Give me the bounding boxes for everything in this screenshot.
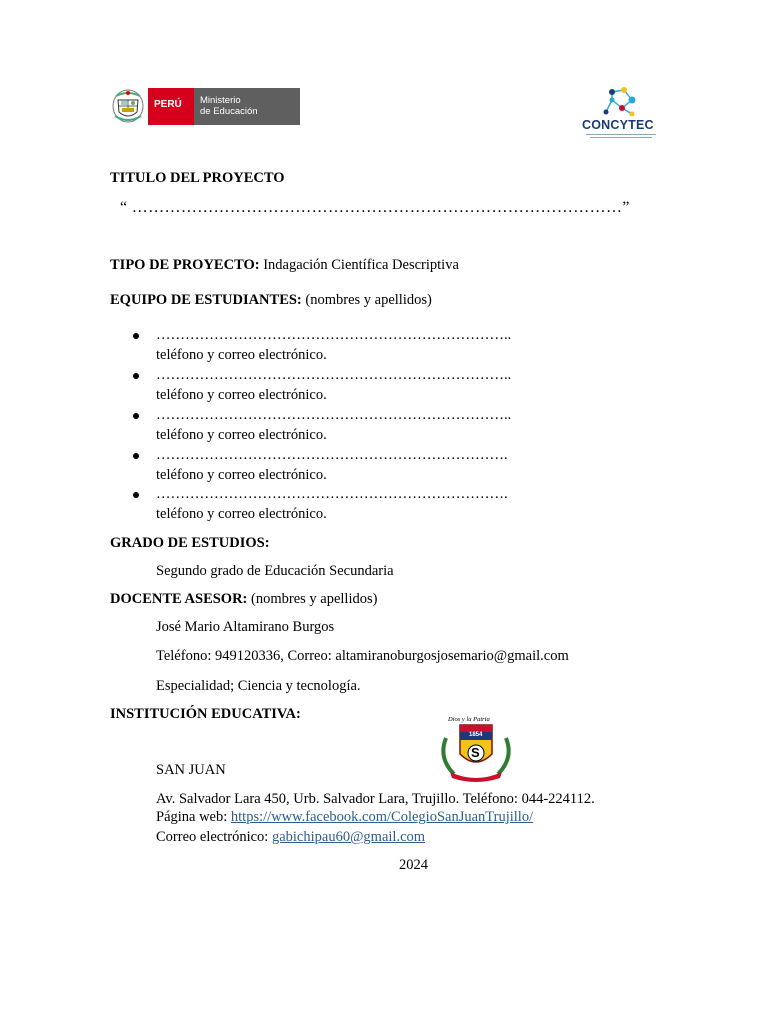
facebook-link[interactable]: https://www.facebook.com/ColegioSanJuanTrujillo/ [230, 809, 534, 825]
peru-label: PERÚ [154, 99, 182, 110]
document-year: 2024 [399, 857, 428, 873]
concytec-subtitle-line [590, 137, 652, 138]
team-note: (nombres y apellidos) [301, 292, 432, 308]
crest-motto: Dios y la Patria [448, 716, 490, 723]
ministry-gray-block [194, 88, 300, 125]
advisor-note: (nombres y apellidos) [247, 591, 378, 607]
school-crest [436, 716, 516, 782]
team-heading-line [110, 292, 432, 309]
minedu-logo [110, 88, 300, 125]
member-name: ………………………………………………………………. [156, 486, 508, 502]
member-contact: teléfono y correo electrónico. [156, 347, 327, 363]
advisor-specialty: Especialidad; Ciencia y tecnología. [156, 678, 361, 694]
bullet-icon [133, 373, 139, 379]
member-contact: teléfono y correo electrónico. [156, 427, 327, 443]
concytec-label: CONCYTEC [582, 118, 654, 132]
project-type-value: Indagación Científica Descriptiva [259, 257, 459, 273]
member-name: ……………………………………………………………….. [156, 407, 512, 423]
bullet-icon [133, 492, 139, 498]
member-name: ……………………………………………………………….. [156, 367, 512, 383]
bullet-icon [133, 413, 139, 419]
institution-label: INSTITUCIÓN EDUCATIVA: [110, 706, 301, 722]
email-link[interactable]: gabichipau60@gmail.com [271, 829, 426, 845]
project-type-label: TIPO DE PROYECTO: [110, 257, 260, 273]
crest-year: 1854 [469, 732, 483, 738]
concytec-subtitle-line [586, 134, 656, 135]
member-contact: teléfono y correo electrónico. [156, 506, 327, 522]
member-name: ……………………………………………………………….. [156, 327, 512, 343]
bullet-icon [133, 333, 139, 339]
peru-coat-of-arms [110, 88, 146, 125]
peru-red-block [148, 88, 194, 125]
web-label: Página web: [156, 809, 231, 825]
crest-letter: S [471, 745, 480, 760]
project-type-line [110, 257, 459, 274]
bullet-icon [133, 453, 139, 459]
member-contact: teléfono y correo electrónico. [156, 387, 327, 403]
title-heading: TITULO DEL PROYECTO [110, 170, 285, 186]
institution-email-line [156, 829, 425, 846]
institution-address: Av. Salvador Lara 450, Urb. Salvador Lara, Trujillo. Teléfono: 044-224112. [156, 791, 595, 807]
concytec-network-icon [580, 86, 662, 120]
member-name: ………………………………………………………………. [156, 447, 508, 463]
advisor-name: José Mario Altamirano Burgos [156, 619, 335, 635]
team-label: EQUIPO DE ESTUDIANTES: [110, 292, 302, 308]
email-label: Correo electrónico: [156, 829, 272, 845]
grade-value: Segundo grado de Educación Secundaria [156, 563, 394, 579]
ministry-line-2: de Educación [200, 106, 258, 117]
ministry-line-1: Ministerio [200, 95, 241, 106]
institution-name: SAN JUAN [156, 762, 226, 778]
advisor-contact: Teléfono: 949120336, Correo: altamiranoburgosjosemario@gmail.com [156, 648, 569, 664]
advisor-heading-line [110, 591, 377, 608]
institution-web-line [156, 809, 533, 826]
grade-label: GRADO DE ESTUDIOS: [110, 535, 270, 551]
title-placeholder: “ ………………………………………………………………………………” [120, 199, 630, 216]
concytec-logo [580, 86, 662, 140]
advisor-label: DOCENTE ASESOR: [110, 591, 248, 607]
member-contact: teléfono y correo electrónico. [156, 467, 327, 483]
